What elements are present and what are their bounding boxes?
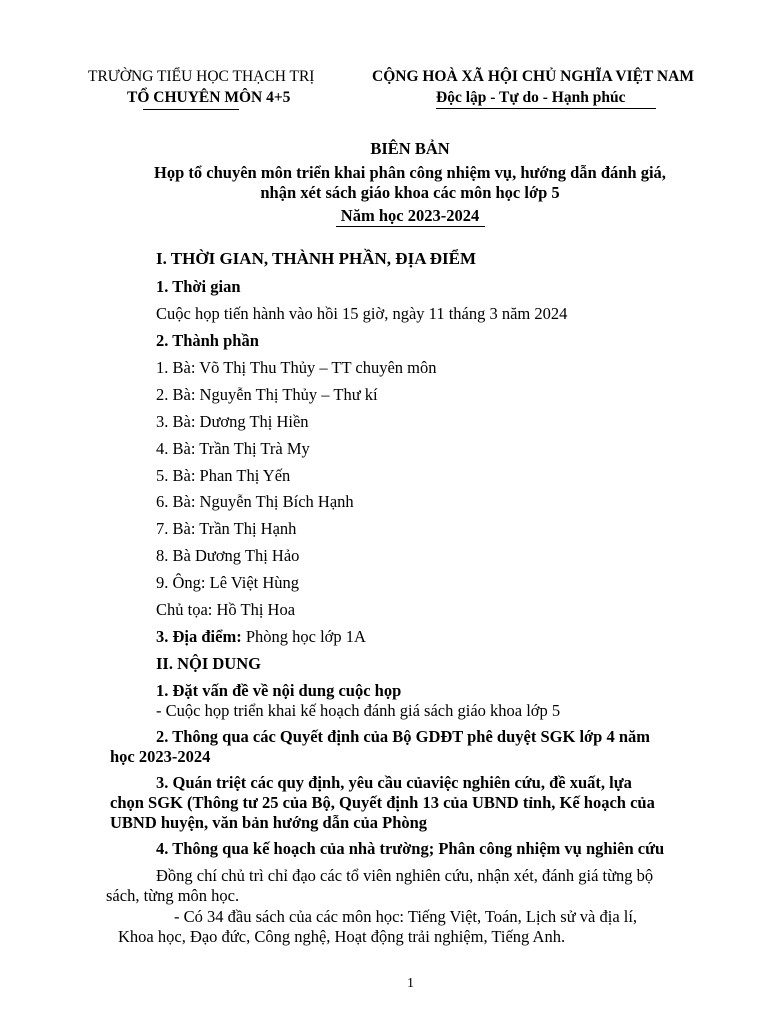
member-item: 2. Bà: Nguyễn Thị Thủy – Thư kí <box>156 385 378 404</box>
page-number: 1 <box>407 976 414 991</box>
school-year: Năm học 2023-2024 <box>340 206 480 225</box>
item1-text: - Cuộc họp triển khai kế hoạch đánh giá sách giáo khoa lớp 5 <box>156 701 561 720</box>
time-text: Cuộc họp tiến hành vào hồi 15 giờ, ngày 11 tháng 3 năm 2024 <box>156 304 568 323</box>
chair-text: Chủ tọa: Hồ Thị Hoa <box>156 600 296 619</box>
item4-text-line1: Đồng chí chủ trì chỉ đạo các tổ viên nghiên cứu, nhận xét, đánh giá từng bộ <box>156 866 654 885</box>
item2-heading-line1: 2. Thông qua các Quyết định của Bộ GDĐT phê duyệt SGK lớp 4 năm <box>156 727 651 746</box>
member-item: 9. Ông: Lê Việt Hùng <box>156 573 300 592</box>
school-year-underline <box>336 226 485 227</box>
item4-text-line2: sách, từng môn học. <box>106 886 240 905</box>
item3-line3: UBND huyện, văn bản hướng dẫn của Phòng <box>110 813 428 832</box>
item3-line2: chọn SGK (Thông tư 25 của Bộ, Quyết định 13 của UBND tỉnh, Kế hoạch của <box>110 793 655 812</box>
school-name: TRƯỜNG TIỂU HỌC THẠCH TRỊ <box>88 68 315 85</box>
member-item: 4. Bà: Trần Thị Trà My <box>156 439 310 458</box>
location-label: 3. Địa điểm: <box>156 627 242 646</box>
section2-heading: II. NỘI DUNG <box>156 654 261 673</box>
doc-subtitle-line1: Họp tổ chuyên môn triển khai phân công nhiệm vụ, hướng dẫn đánh giá, <box>154 163 666 182</box>
motto-underline <box>436 108 656 109</box>
item4-books-line2: Khoa học, Đạo đức, Công nghệ, Hoạt động trải nghiệm, Tiếng Anh. <box>118 927 566 946</box>
group-underline <box>143 109 239 110</box>
location-line <box>156 627 366 647</box>
members-heading: 2. Thành phần <box>156 331 259 350</box>
member-item: 1. Bà: Võ Thị Thu Thủy – TT chuyên môn <box>156 358 437 377</box>
item1-heading: 1. Đặt vấn đề về nội dung cuộc họp <box>156 681 402 700</box>
location-value: Phòng học lớp 1A <box>241 627 366 646</box>
motto: Độc lập - Tự do - Hạnh phúc <box>436 89 626 106</box>
member-item: 6. Bà: Nguyễn Thị Bích Hạnh <box>156 492 354 511</box>
item3-line1: 3. Quán triệt các quy định, yêu cầu củaviệc nghiên cứu, đề xuất, lựa <box>156 773 632 792</box>
member-item: 3. Bà: Dương Thị Hiền <box>156 412 309 431</box>
section1-heading: I. THỜI GIAN, THÀNH PHẦN, ĐỊA ĐIỂM <box>156 249 477 268</box>
member-item: 8. Bà Dương Thị Hảo <box>156 546 300 565</box>
group-name: TỔ CHUYÊN MÔN 4+5 <box>127 89 291 106</box>
item4-heading: 4. Thông qua kế hoạch của nhà trường; Phân công nhiệm vụ nghiên cứu <box>156 839 665 858</box>
item4-books-line1: - Có 34 đầu sách của các môn học: Tiếng Việt, Toán, Lịch sử và địa lí, <box>174 907 638 926</box>
member-item: 7. Bà: Trần Thị Hạnh <box>156 519 297 538</box>
doc-subtitle-line2: nhận xét sách giáo khoa các môn học lớp 5 <box>260 183 560 202</box>
item2-heading-line2: học 2023-2024 <box>110 747 211 766</box>
member-item: 5. Bà: Phan Thị Yến <box>156 466 291 485</box>
time-heading: 1. Thời gian <box>156 277 241 296</box>
country-name: CỘNG HOÀ XÃ HỘI CHỦ NGHĨA VIỆT NAM <box>372 68 694 85</box>
doc-title: BIÊN BẢN <box>370 139 450 158</box>
